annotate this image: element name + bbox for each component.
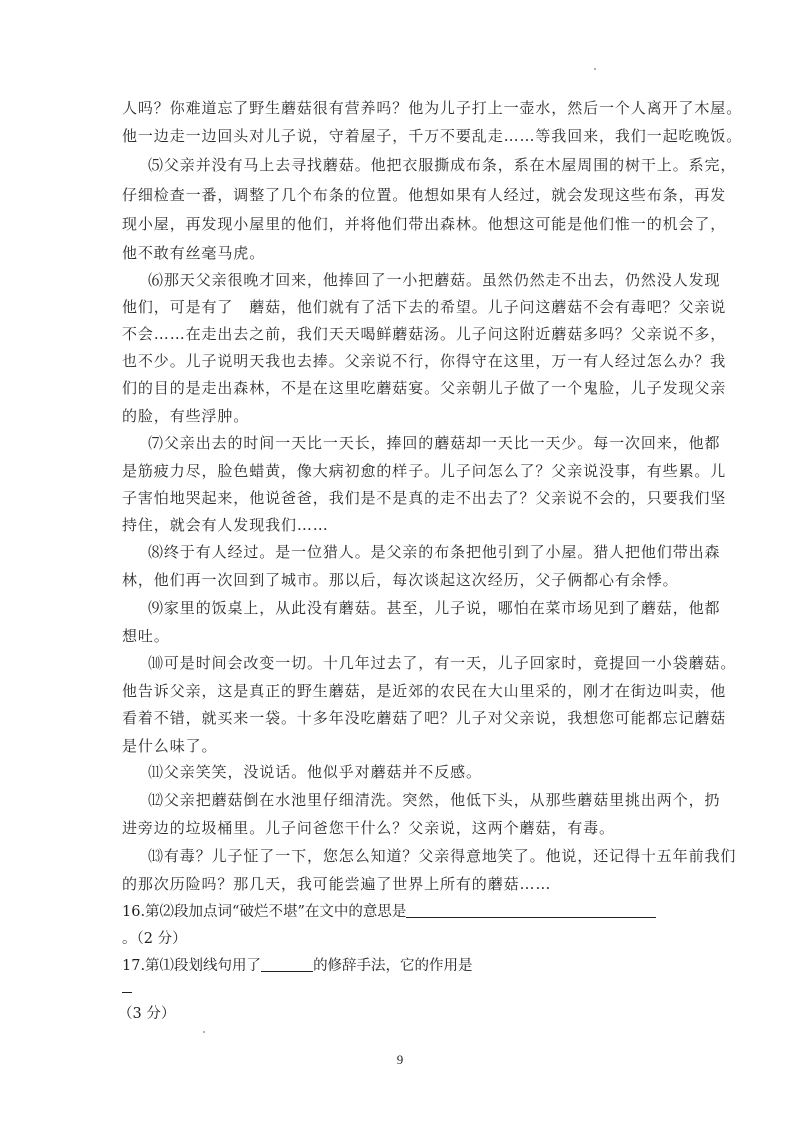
paragraph-line: 进旁边的垃圾桶里。儿子问爸您干什么？父亲说，这两个蘑菇，有毒。 bbox=[122, 819, 615, 837]
paragraph-line: ⑹那天父亲很晚才回来，他捧回了一小把蘑菇。虽然仍然走不出去，仍然没人发现 bbox=[148, 271, 721, 289]
paragraph-line: 是什么味了。 bbox=[122, 737, 218, 755]
paragraph-line: 子害怕地哭起来，他说爸爸，我们是不是真的走不出去了？父亲说不会的，只要我们坚 bbox=[122, 489, 727, 507]
paragraph-line: ⑻终于有人经过。是一位猎人。是父亲的布条把他引到了小屋。猎人把他们带出森 bbox=[148, 543, 721, 561]
page-number: 9 bbox=[396, 1052, 404, 1067]
question-16-points: 。（2 分） bbox=[122, 931, 187, 947]
answer-blank-17b[interactable] bbox=[122, 992, 132, 993]
paragraph-line: 们的目的是走出森林，不是在这里吃蘑菇宴。父亲朝儿子做了一个鬼脸，儿子发现父亲 bbox=[122, 379, 727, 397]
paragraph-line: ⑺父亲出去的时间一天比一天长，捧回的蘑菇却一天比一天少。每一次回来，他都 bbox=[148, 434, 721, 452]
paragraph-line: 他不敢有丝毫马虎。 bbox=[122, 244, 266, 262]
paragraph-line: 的那次历险吗？那几天，我可能尝遍了世界上所有的蘑菇…… bbox=[122, 875, 552, 893]
question-16 bbox=[122, 902, 656, 922]
paragraph-line: 他告诉父亲，这是真正的野生蘑菇，是近郊的农民在大山里采的，刚才在街边叫卖，他 bbox=[122, 682, 727, 700]
paragraph-line: 不会……在走出去之前，我们天天喝鲜蘑菇汤。儿子问这附近蘑菇多吗？父亲说不多， bbox=[122, 325, 727, 343]
paragraph-line: ⑾父亲笑笑，没说话。他似乎对蘑菇并不反感。 bbox=[148, 763, 482, 781]
paragraph-line: 看着不错，就买来一袋。十多年没吃蘑菇了吧？儿子对父亲说，我想您可能都忘记蘑菇 bbox=[122, 709, 727, 727]
paragraph-line: ⒀有毒？儿子怔了一下，您怎么知道？父亲得意地笑了。他说，还记得十五年前我们 bbox=[148, 847, 737, 865]
paragraph-line: 的脸，有些浮肿。 bbox=[122, 407, 250, 425]
paragraph-line: ⑼家里的饭桌上，从此没有蘑菇。甚至，儿子说，哪怕在菜市场见到了蘑菇，他都 bbox=[148, 599, 721, 617]
paragraph-line: 也不少。儿子说明天我也去捧。父亲说不行，你得守在这里，万一有人经过怎么办？我 bbox=[122, 352, 727, 370]
question-17-points: （3 分） bbox=[118, 1006, 176, 1022]
paragraph-line: 林，他们再一次回到了城市。那以后，每次谈起这次经历，父子俩都心有余悸。 bbox=[122, 571, 679, 589]
paragraph-line: ⑽可是时间会改变一切。十几年过去了，有一天，儿子回家时，竟提回一小袋蘑菇。 bbox=[148, 654, 737, 672]
question-17-prefix: 17.第⑴段划线句用了 bbox=[122, 958, 262, 974]
question-17 bbox=[122, 956, 473, 976]
paragraph-line: 持住，就会有人发现我们…… bbox=[122, 516, 329, 534]
paragraph-line: 现小屋，再发现小屋里的他们，并将他们带出森林。他想这可能是他们惟一的机会了， bbox=[122, 215, 727, 233]
answer-blank-17a[interactable] bbox=[261, 957, 313, 972]
paragraph-line: ⑿父亲把蘑菇倒在水池里仔细清洗。突然，他低下头，从那些蘑菇里挑出两个，扔 bbox=[148, 791, 721, 809]
paragraph-line: 人吗？你难道忘了野生蘑菇很有营养吗？他为儿子打上一壶水，然后一个人离开了木屋。 bbox=[122, 99, 743, 117]
paragraph-line: 他们，可是有了 蘑菇，他们就有了活下去的希望。儿子问这蘑菇不会有毒吧？父亲说 bbox=[122, 298, 727, 316]
paragraph-line: 他一边走一边回头对儿子说，守着屋子，千万不要乱走……等我回来，我们一起吃晚饭。 bbox=[122, 127, 743, 145]
scan-speck bbox=[594, 68, 596, 70]
paragraph-line: 是筋疲力尽，脸色蜡黄，像大病初愈的样子。儿子问怎么了？父亲说没事，有些累。儿 bbox=[122, 462, 727, 480]
question-16-text: 16.第⑵段加点词“破烂不堪”在文中的意思是 bbox=[122, 904, 407, 920]
paragraph-line: 仔细检查一番，调整了几个布条的位置。他想如果有人经过，就会发现这些布条，再发 bbox=[122, 186, 727, 204]
scan-speck bbox=[203, 1031, 205, 1033]
paragraph-line: ⑸父亲并没有马上去寻找蘑菇。他把衣服撕成布条，系在木屋周围的树干上。系完， bbox=[148, 156, 737, 174]
paragraph-line: 想吐。 bbox=[122, 627, 170, 645]
answer-blank-16[interactable] bbox=[406, 903, 656, 918]
question-17-suffix: 的修辞手法，它的作用是 bbox=[313, 958, 473, 974]
